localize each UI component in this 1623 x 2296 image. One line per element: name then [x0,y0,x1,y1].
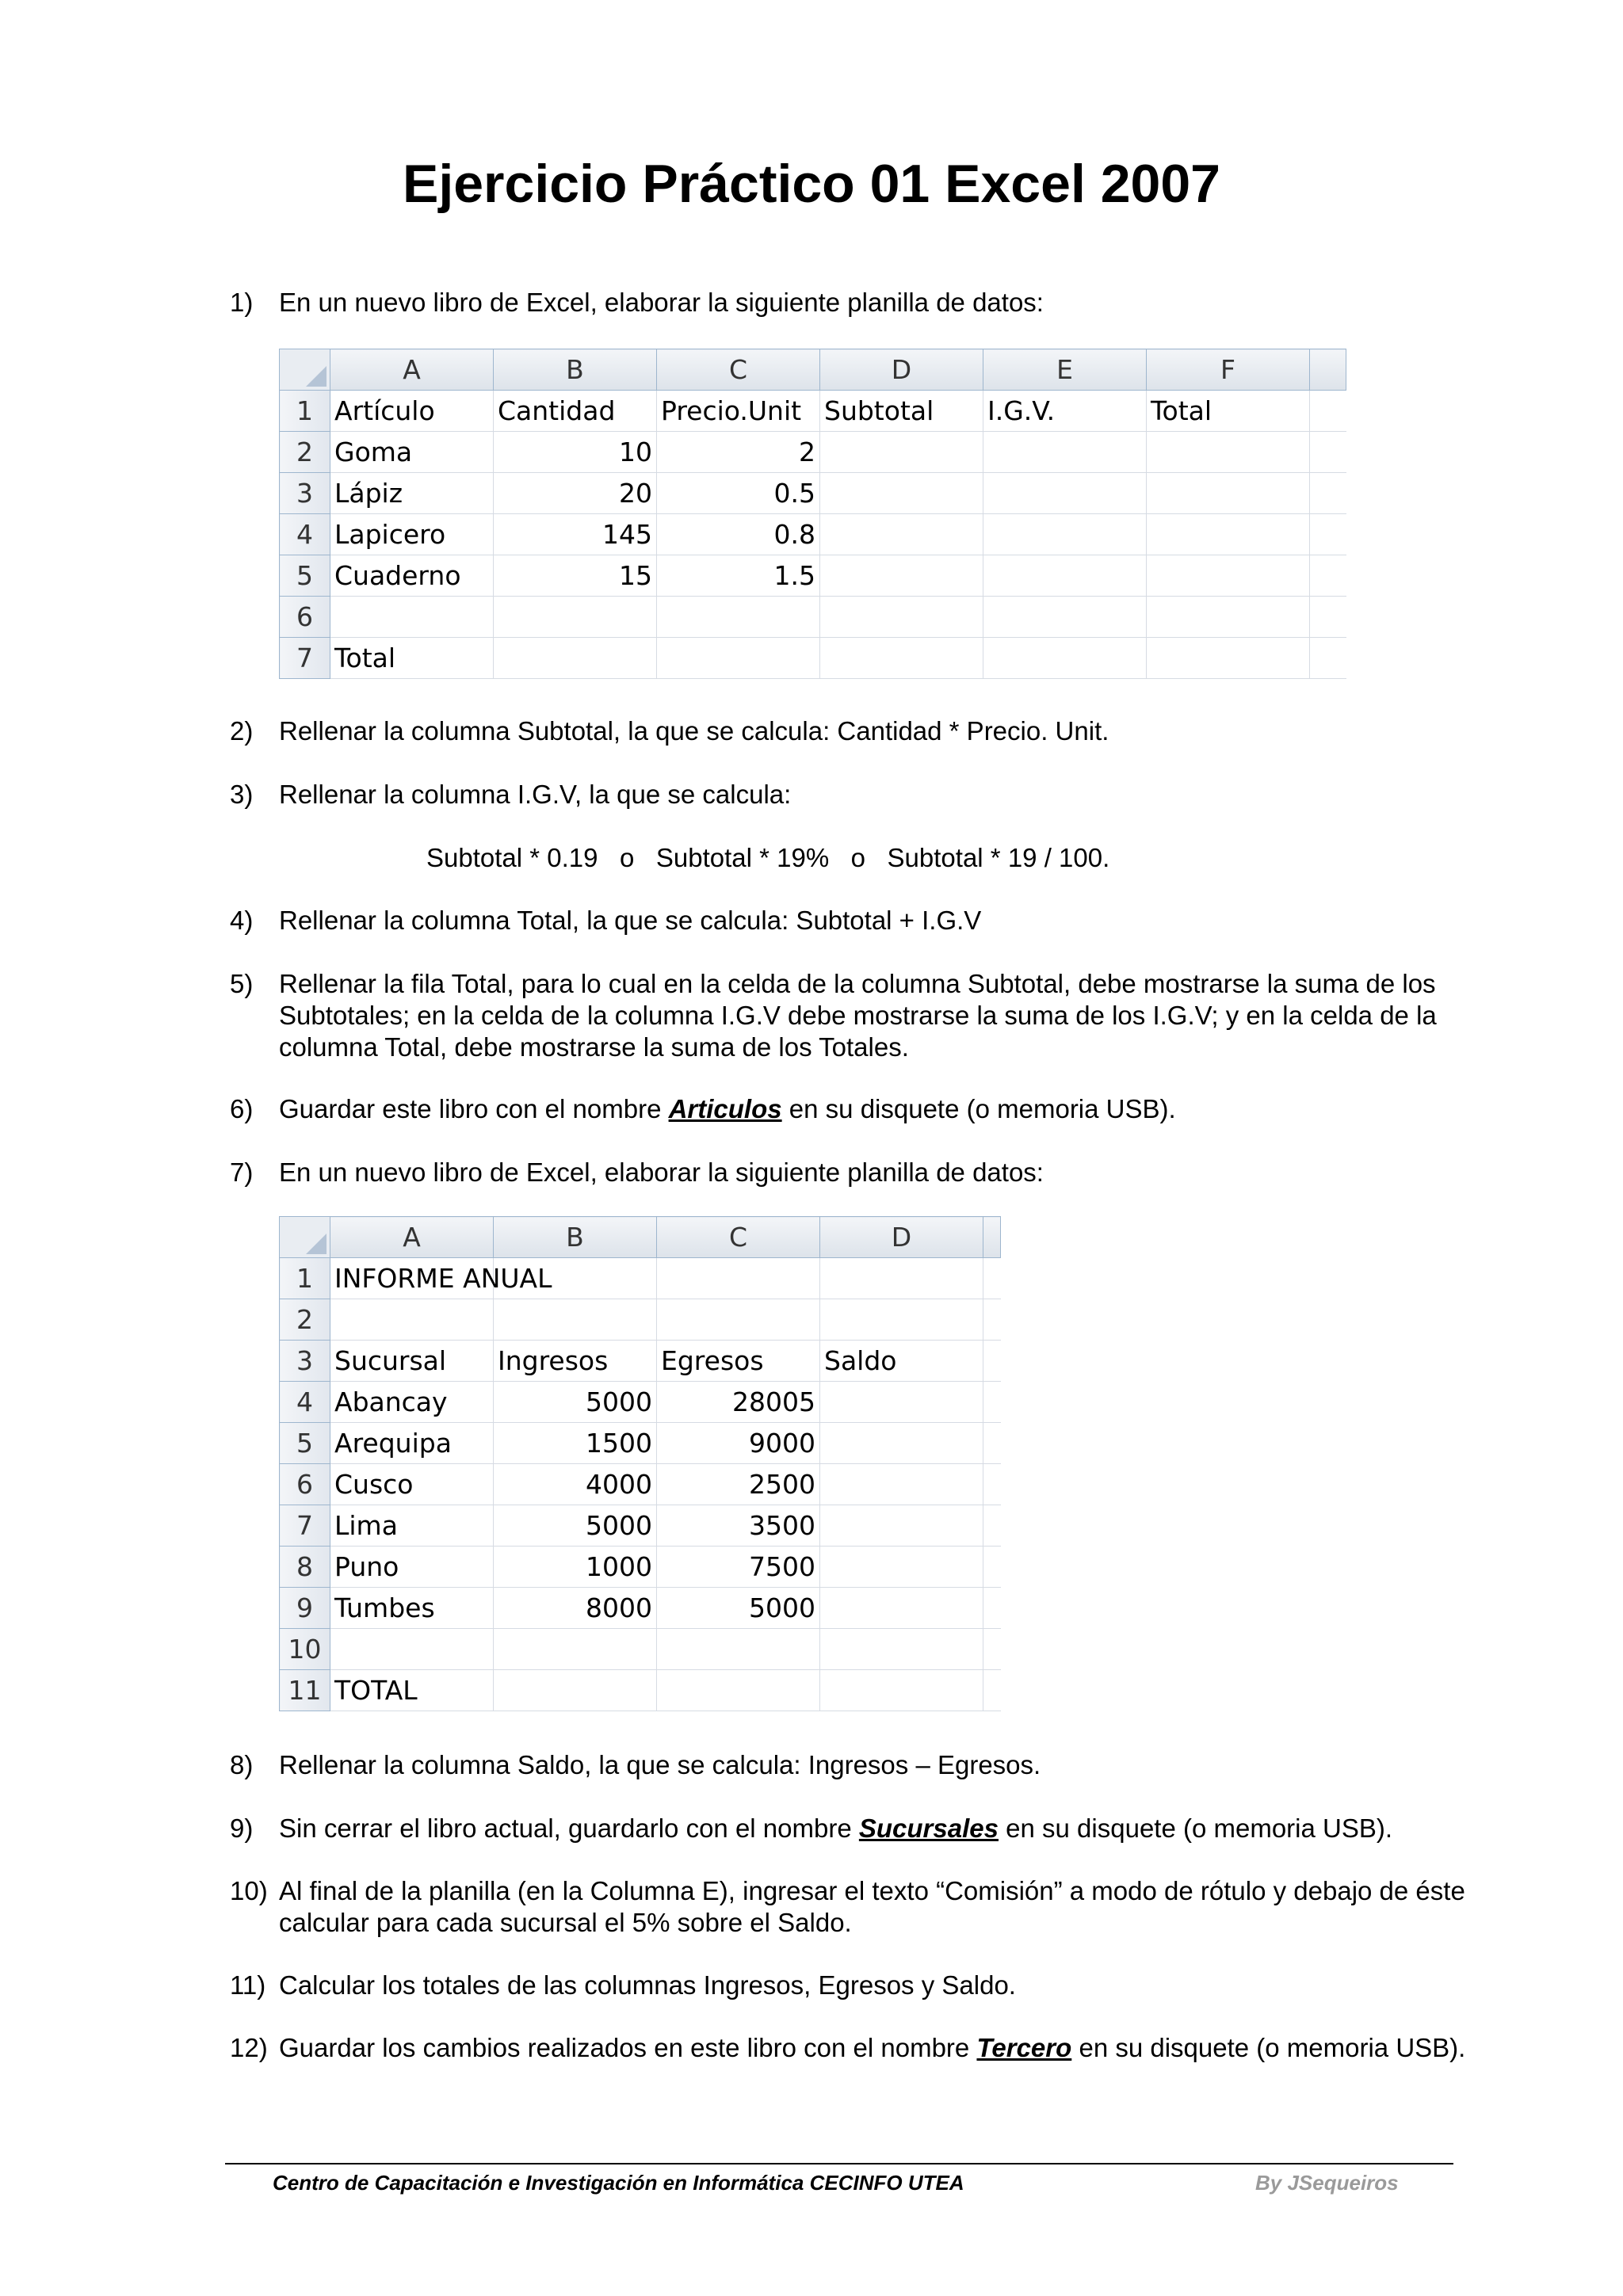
cell[interactable]: 1500 [494,1423,657,1464]
cell-filler [1310,473,1346,514]
item-text [279,2032,1466,2064]
cell[interactable] [983,473,1147,514]
sheet-row [280,597,1346,638]
cell-filler [1310,555,1346,597]
cell[interactable] [820,514,983,555]
cell[interactable] [820,432,983,473]
row-header[interactable]: 10 [280,1629,330,1670]
footer-author: By JSequeiros [1255,2171,1399,2195]
item-text-part: en su disquete (o memoria USB). [781,1094,1176,1123]
item-text: Rellenar la columna Total, la que se calcula: Subtotal + I.G.V [279,906,982,935]
instruction-11 [230,1970,1466,2001]
cell[interactable] [983,597,1147,638]
cell-filler [983,1423,1001,1464]
instruction-12 [230,2032,1466,2064]
cell[interactable]: 145 [494,514,657,555]
cell[interactable]: 10 [494,432,657,473]
row-header[interactable]: 2 [280,1299,330,1341]
filename-sucursales: Sucursales [858,1814,999,1843]
cell[interactable] [820,1299,983,1341]
cell[interactable]: 9000 [657,1423,820,1464]
cell[interactable] [820,473,983,514]
item-text: Rellenar la columna Saldo, la que se calcula: Ingresos – Egresos. [279,1750,1041,1779]
cell[interactable]: 0.8 [657,514,820,555]
cell-filler [983,1299,1001,1341]
item-number: 6) [230,1094,254,1123]
column-header-filler [983,1217,1001,1258]
item-text [279,1093,1466,1125]
column-header[interactable]: C [657,349,820,391]
cell[interactable]: 0.5 [657,473,820,514]
cell[interactable]: Saldo [820,1341,983,1382]
cell[interactable]: Cuaderno [330,555,494,597]
cell[interactable] [494,638,657,679]
sheet-row [280,1629,1001,1670]
cell[interactable] [330,1629,494,1670]
item-text [279,1813,1466,1844]
sheet-row [280,1505,1001,1547]
row-header[interactable]: 2 [280,432,330,473]
instruction-8 [230,1749,1466,1781]
cell[interactable]: Abancay [330,1382,494,1423]
cell[interactable] [494,1299,657,1341]
cell[interactable] [820,597,983,638]
cell-filler [1310,391,1346,432]
cell[interactable]: TOTAL [330,1670,494,1711]
cell[interactable] [657,1258,820,1299]
sheet-row [280,1258,1001,1299]
cell[interactable]: Arequipa [330,1423,494,1464]
cell[interactable]: Total [330,638,494,679]
select-all-corner[interactable] [280,1217,330,1258]
cell-filler [1310,514,1346,555]
cell-filler [983,1505,1001,1547]
row-header[interactable]: 6 [280,1464,330,1505]
instruction-5 [230,968,1466,1063]
sheet-row [280,638,1346,679]
cell[interactable]: I.G.V. [983,391,1147,432]
cell[interactable]: Cusco [330,1464,494,1505]
sheet-row [280,1382,1001,1423]
cell[interactable]: Subtotal [820,391,983,432]
row-header[interactable]: 4 [280,1382,330,1423]
row-header[interactable]: 4 [280,514,330,555]
cell[interactable] [1147,597,1310,638]
cell[interactable]: 3500 [657,1505,820,1547]
column-header[interactable]: B [494,349,657,391]
row-header[interactable]: 3 [280,1341,330,1382]
row-header[interactable]: 1 [280,391,330,432]
cell[interactable]: Lapicero [330,514,494,555]
cell[interactable] [494,597,657,638]
sheet-row [280,432,1346,473]
item-text-part: en su disquete (o memoria USB). [1071,2033,1466,2062]
cell-filler [983,1670,1001,1711]
cell[interactable] [1147,432,1310,473]
instruction-7 [230,1157,1466,1188]
spreadsheet-articulos [279,349,1346,679]
cell[interactable]: Goma [330,432,494,473]
cell[interactable]: 5000 [657,1588,820,1629]
item-number: 2) [230,716,254,746]
cell[interactable] [983,555,1147,597]
cell[interactable] [657,1299,820,1341]
item-number: 3) [230,780,254,809]
cell[interactable]: 2500 [657,1464,820,1505]
cell[interactable]: 4000 [494,1464,657,1505]
cell[interactable]: Puno [330,1547,494,1588]
cell[interactable]: 1.5 [657,555,820,597]
select-all-corner[interactable] [280,349,330,391]
instruction-4 [230,905,1466,936]
cell[interactable]: 5000 [494,1505,657,1547]
item-number: 8) [230,1750,254,1779]
cell[interactable] [983,638,1147,679]
item-number: 7) [230,1158,254,1187]
cell[interactable]: 5000 [494,1382,657,1423]
column-header[interactable]: C [657,1217,820,1258]
cell-filler [983,1464,1001,1505]
cell[interactable] [820,1423,983,1464]
row-header[interactable]: 8 [280,1547,330,1588]
column-header[interactable]: F [1147,349,1310,391]
item-text-part: en su disquete (o memoria USB). [998,1814,1393,1843]
cell[interactable]: Egresos [657,1341,820,1382]
item-text: Rellenar la columna Subtotal, la que se calcula: Cantidad * Precio. Unit. [279,716,1109,746]
cell[interactable]: 15 [494,555,657,597]
spreadsheet-sucursales [279,1216,1001,1711]
cell[interactable]: Precio.Unit [657,391,820,432]
cell[interactable] [657,638,820,679]
cell[interactable]: INFORME ANUAL [330,1258,494,1299]
cell[interactable] [330,1299,494,1341]
item-number: 5) [230,969,254,998]
column-header[interactable]: D [820,1217,983,1258]
cell-filler [983,1629,1001,1670]
instruction-10 [230,1875,1466,1939]
row-header[interactable]: 5 [280,555,330,597]
cell[interactable]: 8000 [494,1588,657,1629]
cell-filler [983,1341,1001,1382]
column-header[interactable]: B [494,1217,657,1258]
cell[interactable] [820,1258,983,1299]
item-text: En un nuevo libro de Excel, elaborar la siguiente planilla de datos: [279,1158,1044,1187]
cell[interactable]: Tumbes [330,1588,494,1629]
cell[interactable]: Total [1147,391,1310,432]
cell[interactable] [1147,514,1310,555]
cell[interactable] [1147,638,1310,679]
cell[interactable] [820,1382,983,1423]
footer-divider [225,2163,1453,2164]
filename-tercero: Tercero [976,2033,1072,2062]
cell[interactable] [820,1629,983,1670]
cell[interactable] [820,1588,983,1629]
row-header[interactable]: 7 [280,638,330,679]
item-text-part: Guardar los cambios realizados en este libro con el nombre [279,2033,977,2062]
item-text: Rellenar la columna I.G.V, la que se calcula: [279,780,792,809]
cell[interactable]: 1000 [494,1547,657,1588]
cell-filler [983,1547,1001,1588]
column-header[interactable]: A [330,1217,494,1258]
item-number: 10) [230,1876,268,1905]
cell-filler [1310,638,1346,679]
cell-filler [983,1382,1001,1423]
row-header[interactable]: 1 [280,1258,330,1299]
filename-articulos: Articulos [668,1094,782,1123]
cell[interactable]: Cantidad [494,391,657,432]
cell-filler [983,1588,1001,1629]
igv-formula-options: Subtotal * 0.19 o Subtotal * 19% o Subtotal * 19 / 100. [426,843,1110,872]
sheet-row [280,514,1346,555]
cell[interactable] [657,1629,820,1670]
row-header[interactable]: 9 [280,1588,330,1629]
sheet-row [280,1547,1001,1588]
instruction-6 [230,1093,1466,1125]
cell[interactable] [494,1629,657,1670]
item-text-part: Sin cerrar el libro actual, guardarlo con el nombre [279,1814,859,1843]
cell[interactable]: Lima [330,1505,494,1547]
item-number: 1) [230,288,254,317]
item-text: Calcular los totales de las columnas Ingresos, Egresos y Saldo. [279,1970,1016,2000]
sheet-row [280,1299,1001,1341]
sheet-row [280,1464,1001,1505]
item-text-part: Guardar este libro con el nombre [279,1094,669,1123]
column-header[interactable]: D [820,349,983,391]
column-header-filler [1310,349,1346,391]
instruction-9 [230,1813,1466,1844]
cell[interactable]: Lápiz [330,473,494,514]
cell[interactable] [983,514,1147,555]
item-number: 12) [230,2033,268,2062]
row-header[interactable]: 5 [280,1423,330,1464]
cell-filler [983,1258,1001,1299]
cell[interactable]: 28005 [657,1382,820,1423]
page-title: Ejercicio Práctico 01 Excel 2007 [402,154,1221,214]
row-header[interactable]: 7 [280,1505,330,1547]
row-header[interactable]: 11 [280,1670,330,1711]
footer-institution: Centro de Capacitación e Investigación en Informática CECINFO UTEA [273,2171,964,2195]
cell-filler [1310,432,1346,473]
item-text: Rellenar la fila Total, para lo cual en la celda de la columna Subtotal, debe mostrarse la suma de los Subtotales; en la celda de la columna I.G.V debe mostrarse la suma de los I.G.V; y en la celda de la columna Total, debe mostrarse la suma de los Totales. [279,969,1437,1062]
cell[interactable]: Artículo [330,391,494,432]
cell[interactable] [820,638,983,679]
cell[interactable] [657,1670,820,1711]
cell[interactable] [820,1464,983,1505]
sheet-row [280,1341,1001,1382]
sheet-row [280,1588,1001,1629]
instruction-3 [230,779,1466,810]
cell[interactable] [983,432,1147,473]
cell[interactable] [1147,555,1310,597]
cell[interactable] [820,555,983,597]
sheet-row [280,555,1346,597]
row-header[interactable]: 6 [280,597,330,638]
item-number: 9) [230,1814,254,1843]
item-number: 11) [230,1970,266,2000]
column-header-row [280,1217,1001,1258]
cell[interactable]: Sucursal [330,1341,494,1382]
item-number: 4) [230,906,254,935]
cell-filler [1310,597,1346,638]
column-header[interactable]: E [983,349,1147,391]
instruction-1 [230,287,1466,318]
column-header-row [280,349,1346,391]
cell[interactable]: Ingresos [494,1341,657,1382]
cell[interactable] [657,597,820,638]
cell[interactable]: 20 [494,473,657,514]
cell[interactable]: 7500 [657,1547,820,1588]
item-text: Al final de la planilla (en la Columna E), ingresar el texto “Comisión” a modo de rótulo y debajo de éste calcular para cada sucursal el 5% sobre el Saldo. [279,1876,1465,1937]
cell[interactable] [494,1670,657,1711]
sheet-row [280,1670,1001,1711]
cell[interactable] [820,1670,983,1711]
sheet-row [280,391,1346,432]
instruction-2 [230,715,1466,747]
cell[interactable]: 2 [657,432,820,473]
cell[interactable] [820,1547,983,1588]
sheet-row [280,473,1346,514]
row-header[interactable]: 3 [280,473,330,514]
cell[interactable] [1147,473,1310,514]
column-header[interactable]: A [330,349,494,391]
cell[interactable] [820,1505,983,1547]
sheet-row [280,1423,1001,1464]
cell[interactable] [330,597,494,638]
item-text: En un nuevo libro de Excel, elaborar la siguiente planilla de datos: [279,288,1044,317]
